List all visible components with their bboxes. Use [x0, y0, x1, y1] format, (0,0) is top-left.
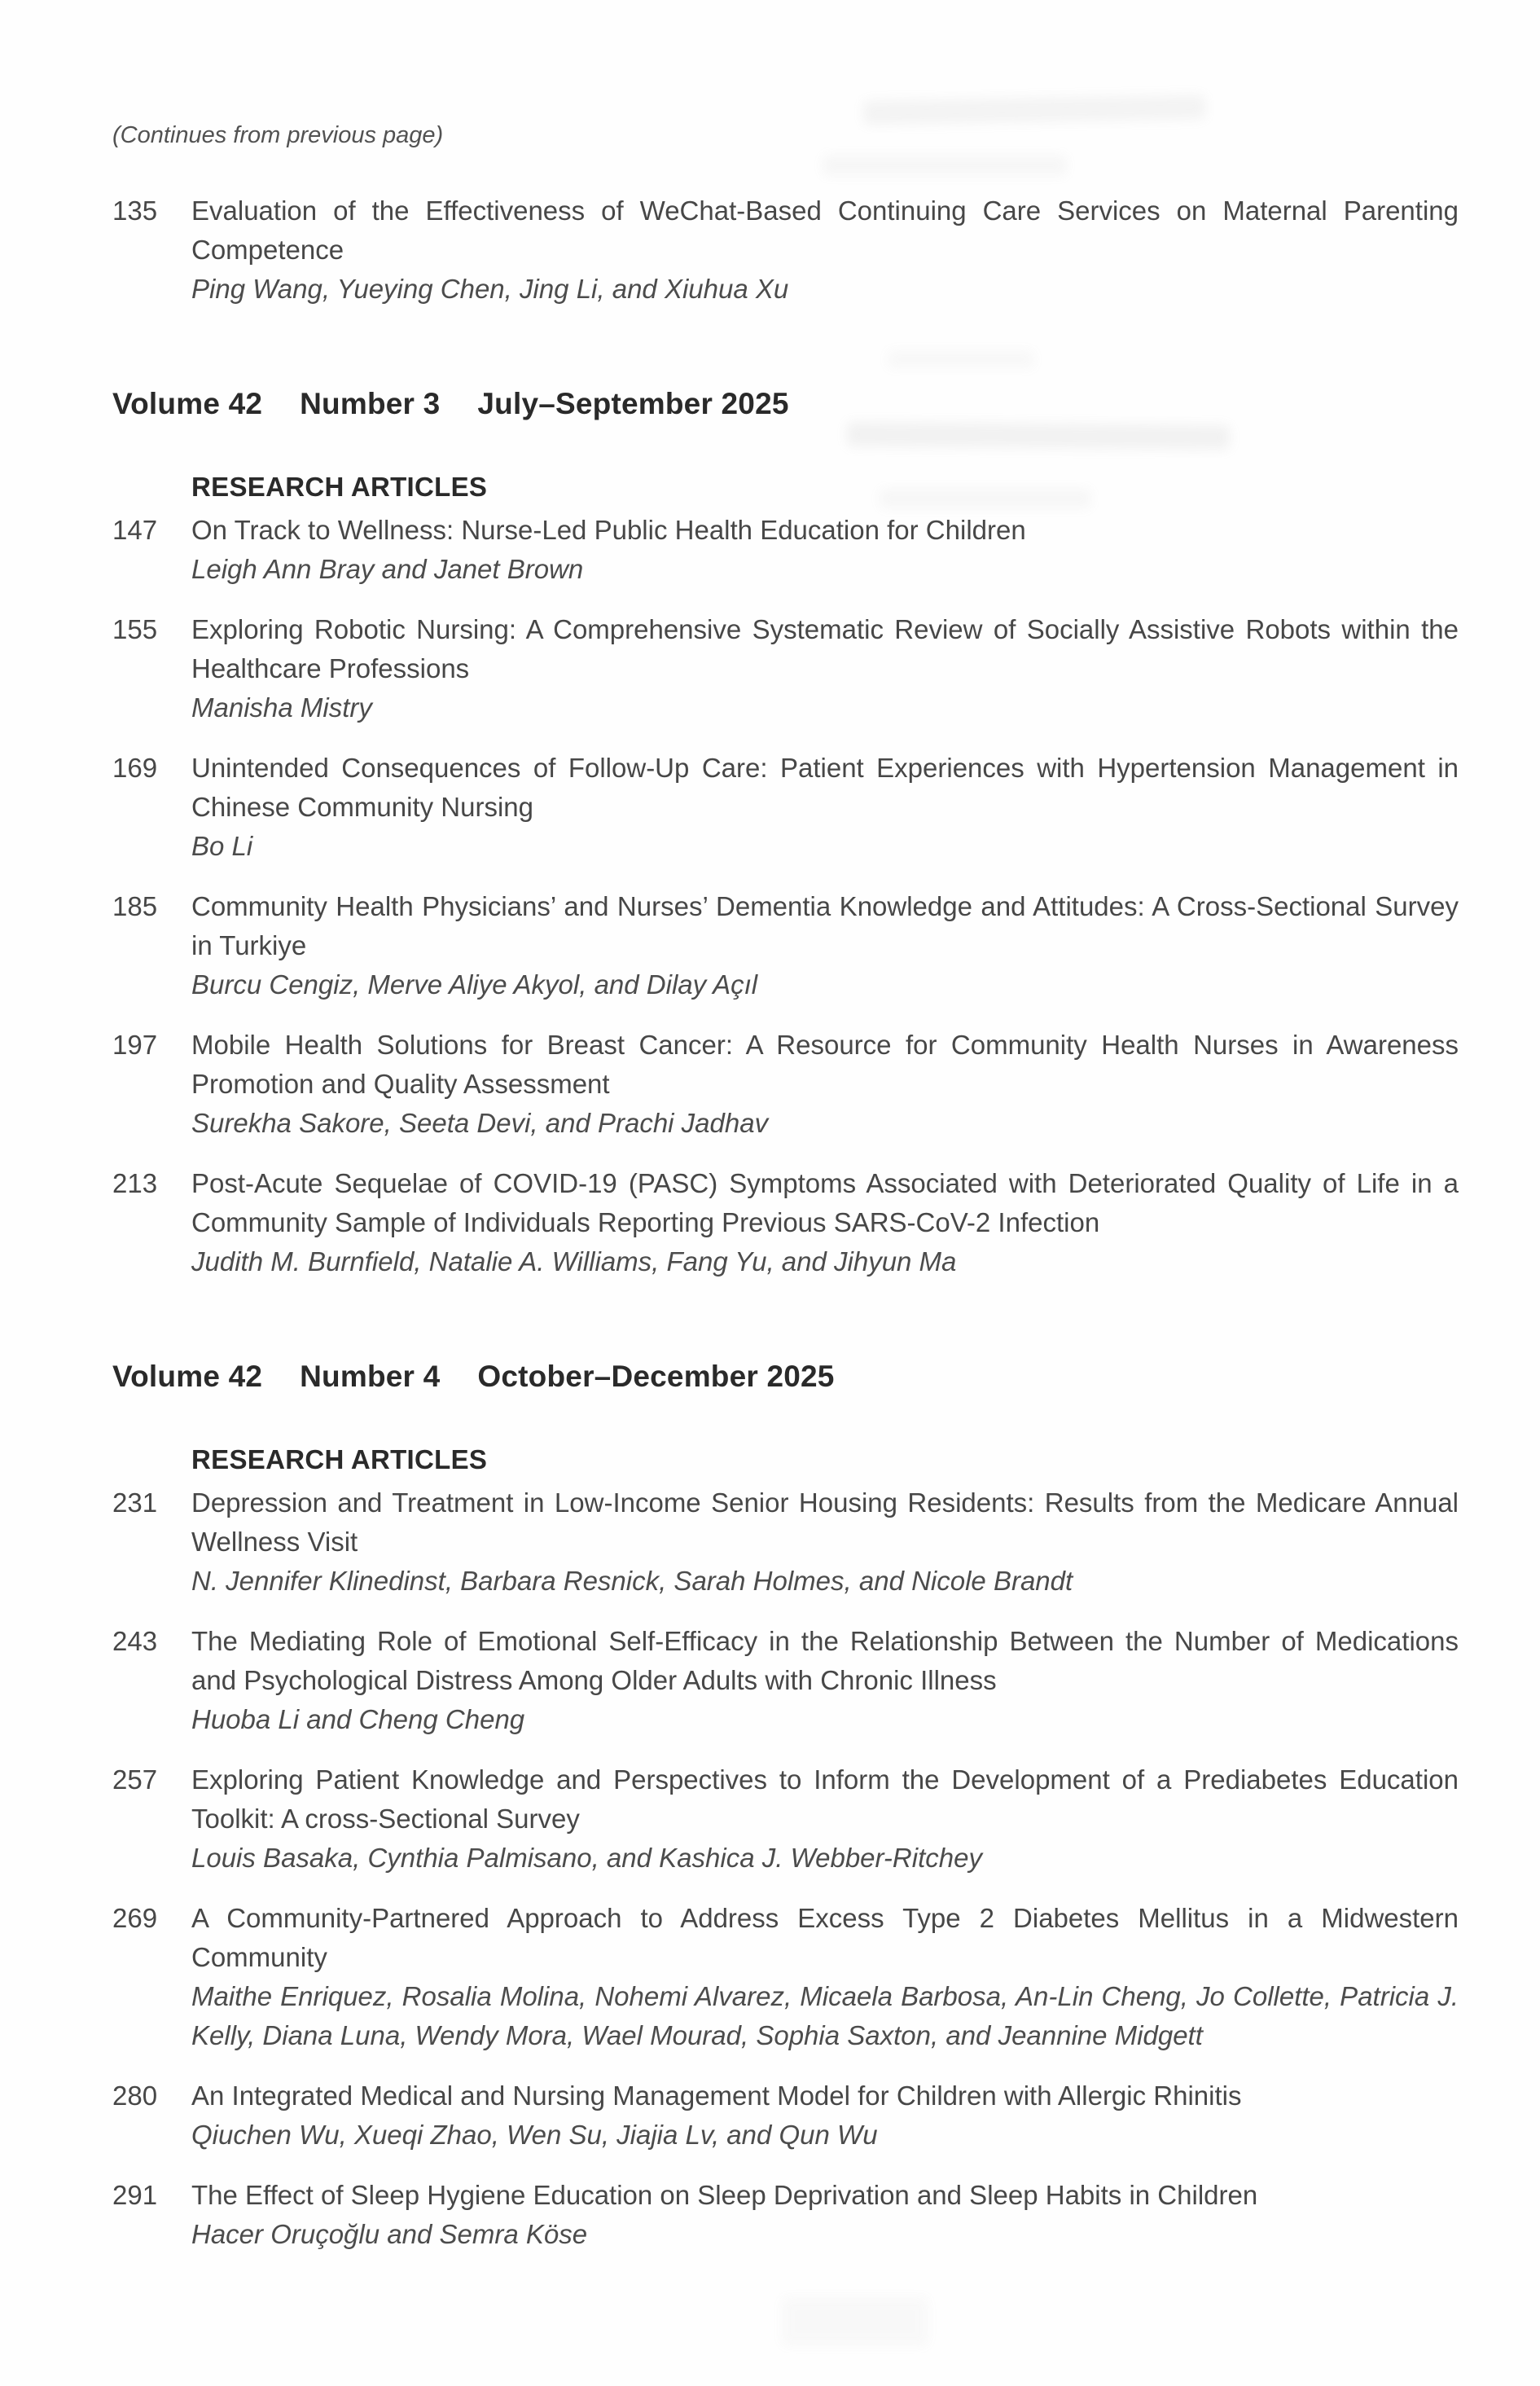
article-page-number: 280 — [112, 2081, 158, 2111]
article-authors: Qiuchen Wu, Xueqi Zhao, Wen Su, Jiajia Lv, and Qun Wu — [191, 2120, 878, 2150]
issue-heading — [112, 387, 1459, 421]
section-heading: RESEARCH ARTICLES — [191, 472, 488, 502]
article-authors: Burcu Cengiz, Merve Aliye Akyol, and Dilay Açıl — [191, 969, 758, 1000]
article-text — [191, 1622, 1459, 1739]
article-page-number: 135 — [112, 196, 158, 226]
article-text — [191, 1164, 1459, 1281]
volume-label: Volume 42 — [112, 387, 263, 420]
article-page-number: 231 — [112, 1487, 158, 1518]
article-text — [191, 1899, 1459, 2055]
toc-entry — [112, 1164, 1459, 1281]
article-title: An Integrated Medical and Nursing Management Model for Children with Allergic Rhinitis — [191, 2081, 1242, 2111]
article-page-number: 185 — [112, 891, 158, 921]
toc-entry — [112, 1899, 1459, 2055]
article-title: Post-Acute Sequelae of COVID-19 (PASC) Symptoms Associated with Deteriorated Quality of Life in a Community Sample of Individuals Reporting Previous SARS-CoV-2 Infection — [191, 1168, 1459, 1237]
article-text — [191, 2176, 1459, 2254]
article-text — [191, 1483, 1459, 1601]
article-text — [191, 610, 1459, 727]
article-title: Mobile Health Solutions for Breast Cancer: A Resource for Community Health Nurses in Awareness Promotion and Quality Assessment — [191, 1030, 1459, 1099]
article-authors: N. Jennifer Klinedinst, Barbara Resnick, Sarah Holmes, and Nicole Brandt — [191, 1566, 1073, 1596]
article-title: Community Health Physicians’ and Nurses’ Dementia Knowledge and Attitudes: A Cross-Sectional Survey in Turkiye — [191, 891, 1459, 960]
article-title: Unintended Consequences of Follow-Up Care: Patient Experiences with Hypertension Management in Chinese Community Nursing — [191, 753, 1459, 822]
volume-label: Volume 42 — [112, 1360, 263, 1393]
toc-entry — [112, 1622, 1459, 1739]
article-authors: Bo Li — [191, 831, 253, 861]
article-title: On Track to Wellness: Nurse-Led Public Health Education for Children — [191, 515, 1026, 545]
toc-entry — [112, 749, 1459, 866]
toc-entry — [112, 2176, 1459, 2254]
number-label: Number 4 — [300, 1360, 441, 1393]
article-page-number: 243 — [112, 1626, 158, 1656]
article-title: Depression and Treatment in Low-Income Senior Housing Residents: Results from the Medicare Annual Wellness Visit — [191, 1487, 1459, 1557]
article-authors: Maithe Enriquez, Rosalia Molina, Nohemi Alvarez, Micaela Barbosa, An-Lin Cheng, Jo Collette, Patricia J. Kelly, Diana Luna, Wendy Mora, Wael Mourad, Sophia Saxton, and Jeannine Midgett — [191, 1981, 1459, 2050]
toc-entry — [112, 511, 1459, 589]
article-page-number: 269 — [112, 1903, 158, 1933]
article-title: A Community-Partnered Approach to Address Excess Type 2 Diabetes Mellitus in a Midwestern Community — [191, 1903, 1459, 1972]
article-page-number: 213 — [112, 1168, 158, 1198]
article-text — [191, 749, 1459, 866]
issue-date-range: July–September 2025 — [477, 387, 789, 420]
article-text — [191, 2076, 1459, 2155]
toc-entry — [112, 1483, 1459, 1601]
article-title: Exploring Patient Knowledge and Perspectives to Inform the Development of a Prediabetes Education Toolkit: A cross-Sectional Survey — [191, 1764, 1459, 1834]
toc-entry — [112, 610, 1459, 727]
continuation-note: (Continues from previous page) — [112, 122, 444, 148]
section-heading: RESEARCH ARTICLES — [191, 1444, 488, 1474]
article-page-number: 291 — [112, 2180, 158, 2210]
toc-entry — [112, 1026, 1459, 1143]
article-authors: Louis Basaka, Cynthia Palmisano, and Kashica J. Webber-Ritchey — [191, 1843, 982, 1873]
number-label: Number 3 — [300, 387, 441, 420]
article-title: Exploring Robotic Nursing: A Comprehensive Systematic Review of Socially Assistive Robots within the Healthcare Professions — [191, 614, 1459, 683]
toc-entry — [112, 887, 1459, 1004]
article-authors: Ping Wang, Yueying Chen, Jing Li, and Xiuhua Xu — [191, 274, 789, 304]
article-authors: Surekha Sakore, Seeta Devi, and Prachi Jadhav — [191, 1108, 769, 1138]
article-page-number: 197 — [112, 1030, 158, 1060]
article-title: Evaluation of the Effectiveness of WeChat-Based Continuing Care Services on Maternal Parenting Competence — [191, 196, 1459, 265]
article-page-number: 169 — [112, 753, 158, 783]
article-text — [191, 887, 1459, 1004]
article-page-number: 155 — [112, 614, 158, 644]
toc-entry — [112, 1760, 1459, 1878]
article-authors: Manisha Mistry — [191, 692, 372, 723]
article-text — [191, 1760, 1459, 1878]
toc-entry — [112, 2076, 1459, 2155]
article-authors: Huoba Li and Cheng Cheng — [191, 1704, 525, 1734]
article-title: The Mediating Role of Emotional Self-Efficacy in the Relationship Between the Number of Medications and Psychological Distress Among Older Adults with Chronic Illness — [191, 1626, 1459, 1695]
article-text — [191, 191, 1459, 309]
article-title: The Effect of Sleep Hygiene Education on Sleep Deprivation and Sleep Habits in Children — [191, 2180, 1258, 2210]
article-authors: Leigh Ann Bray and Janet Brown — [191, 554, 584, 584]
issue-date-range: October–December 2025 — [477, 1360, 835, 1393]
article-page-number: 147 — [112, 515, 158, 545]
scan-bleedthrough-artifact — [782, 2297, 928, 2346]
article-authors: Judith M. Burnfield, Natalie A. Williams, Fang Yu, and Jihyun Ma — [191, 1246, 957, 1276]
issue-heading — [112, 1360, 1459, 1394]
toc-entry — [112, 191, 1459, 309]
article-page-number: 257 — [112, 1764, 158, 1795]
article-authors: Hacer Oruçoğlu and Semra Köse — [191, 2219, 588, 2249]
article-text — [191, 1026, 1459, 1143]
article-text — [191, 511, 1459, 589]
